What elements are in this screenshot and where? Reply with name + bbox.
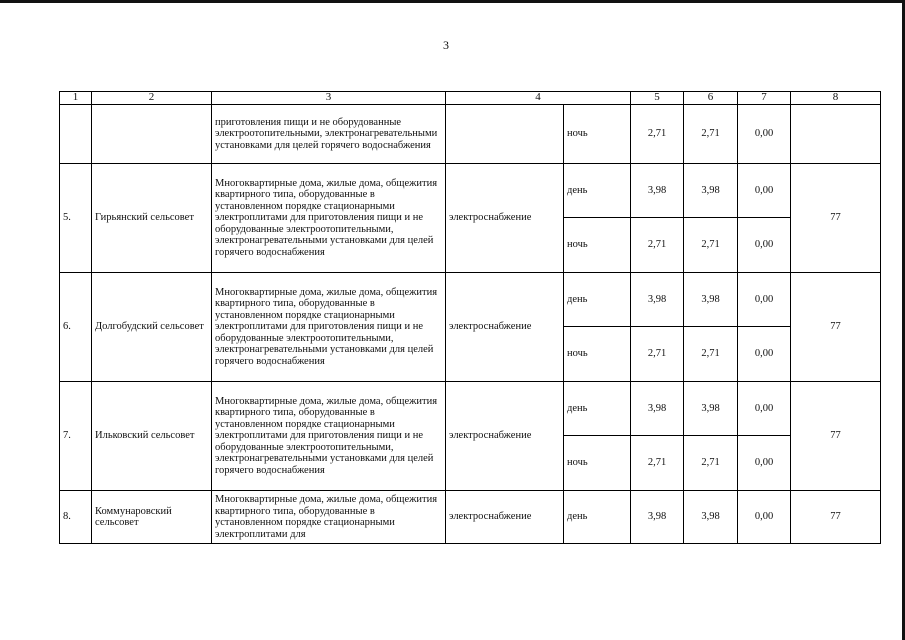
value-col5: 3,98 [631,382,684,436]
value-col6: 2,71 [684,218,738,273]
settlement-name: Ильковский сельсовет [92,382,212,491]
row-number: 7. [60,382,92,491]
header-cell-1: 1 [60,92,92,105]
page-number: 3 [443,38,449,52]
col8-cell: 77 [791,382,881,491]
row-number: 6. [60,273,92,382]
value-col5: 2,71 [631,327,684,382]
header-cell-7: 7 [738,92,791,105]
value-col6: 3,98 [684,273,738,327]
value-col7: 0,00 [738,105,791,164]
value-col5: 2,71 [631,436,684,491]
value-col6: 2,71 [684,105,738,164]
header-row [60,92,881,105]
value-col5: 3,98 [631,491,684,544]
value-col7: 0,00 [738,382,791,436]
period-cell: день [564,491,631,544]
col8-cell: 77 [791,273,881,382]
period-cell: день [564,273,631,327]
header-cell-4: 4 [446,92,631,105]
header-cell-6: 6 [684,92,738,105]
value-col5: 3,98 [631,273,684,327]
value-col6: 3,98 [684,164,738,218]
service-cell [446,105,564,164]
page-top-edge [0,0,905,3]
col8-cell [791,105,881,164]
row-number: 8. [60,491,92,544]
value-col6: 3,98 [684,491,738,544]
col8-cell: 77 [791,491,881,544]
value-col5: 2,71 [631,105,684,164]
period-cell: ночь [564,436,631,491]
num-cell [60,105,92,164]
value-col6: 2,71 [684,327,738,382]
description-cell: Многоквартирные дома, жилые дома, общежития квартирного типа, оборудованные в установленном порядке стационарными электроплитами для приготовления пищи и не оборудованные электроотопительными, электронагревательными установками для целей горячего водоснабжения [212,382,446,491]
value-col7: 0,00 [738,491,791,544]
header-cell-2: 2 [92,92,212,105]
table-row [60,273,881,327]
service-cell: электроснабжение [446,382,564,491]
service-cell: электроснабжение [446,273,564,382]
value-col7: 0,00 [738,327,791,382]
description-cell: Многоквартирные дома, жилые дома, общежития квартирного типа, оборудованные в установленном порядке стационарными электроплитами для [212,491,446,544]
table-row [60,382,881,436]
period-cell: день [564,382,631,436]
settlement-name: Коммунаровский сельсовет [92,491,212,544]
period-cell: ночь [564,327,631,382]
value-col7: 0,00 [738,164,791,218]
period-cell: ночь [564,218,631,273]
tariff-table [59,91,881,544]
value-col6: 2,71 [684,436,738,491]
value-col7: 0,00 [738,273,791,327]
value-col6: 3,98 [684,382,738,436]
table-row [60,164,881,218]
description-cell: приготовления пищи и не оборудованные электроотопительными, электронагревательными установками для целей горячего водоснабжения [212,105,446,164]
value-col7: 0,00 [738,218,791,273]
period-cell: день [564,164,631,218]
row-number: 5. [60,164,92,273]
service-cell: электроснабжение [446,491,564,544]
period-cell: ночь [564,105,631,164]
header-cell-8: 8 [791,92,881,105]
service-cell: электроснабжение [446,164,564,273]
description-cell: Многоквартирные дома, жилые дома, общежития квартирного типа, оборудованные в установленном порядке стационарными электроплитами для приготовления пищи и не оборудованные электроотопительными, электронагревательными установками для целей горячего водоснабжения [212,164,446,273]
col8-cell: 77 [791,164,881,273]
value-col7: 0,00 [738,436,791,491]
value-col5: 2,71 [631,218,684,273]
header-cell-5: 5 [631,92,684,105]
settlement-name: Гирьянский сельсовет [92,164,212,273]
table-row [60,491,881,544]
table-row [60,105,881,164]
description-cell: Многоквартирные дома, жилые дома, общежития квартирного типа, оборудованные в установленном порядке стационарными электроплитами для приготовления пищи и не оборудованные электроотопительными, электронагревательными установками для целей горячего водоснабжения [212,273,446,382]
value-col5: 3,98 [631,164,684,218]
header-cell-3: 3 [212,92,446,105]
name-cell [92,105,212,164]
settlement-name: Долгобудский сельсовет [92,273,212,382]
